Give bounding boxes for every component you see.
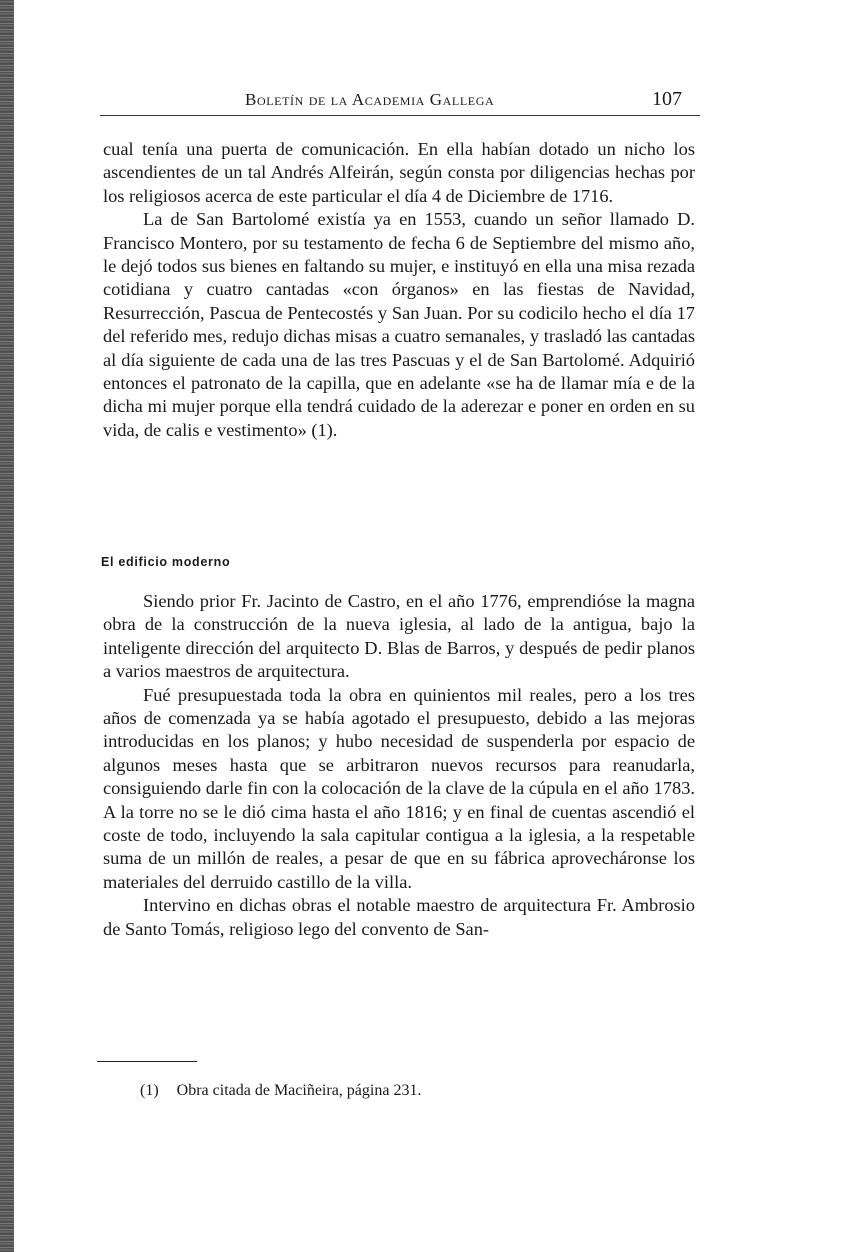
paragraph: Intervino en dichas obras el notable maestro de arquitectura Fr. Ambrosio de Santo Tomás, religioso lego del convento de San- (103, 895, 695, 939)
text-block-after-heading (103, 590, 695, 941)
footnote-marker: (1) (140, 1082, 159, 1099)
footnote-rule (97, 1061, 197, 1062)
running-title: Boletín de la Academia Gallega (245, 90, 495, 109)
page-number: 107 (652, 88, 682, 110)
header-rule (100, 115, 700, 116)
footnote (140, 1082, 421, 1100)
paragraph: Fué presupuestada toda la obra en quinientos mil reales, pero a los tres años de comenzada ya se había agotado el presupuesto, debido a las mejoras introducidas en los planos; y hubo necesidad de suspenderla por espacio de algunos meses hasta que se arbitraron nuevos recursos para reanudarla, consiguiendo darle fin con la colocación de la clave de la cúpula en el año 1783. A la torre no se le dió cima hasta el año 1816; y en final de cuentas ascendió el coste de todo, incluyendo la sala capitular contigua a la iglesia, a la respetable suma de un millón de reales, a pesar de que en su fábrica aprovecháronse los materiales del derruido castillo de la villa. (103, 684, 695, 892)
section-heading: El edificio moderno (101, 555, 231, 569)
text-block-before-heading (103, 138, 695, 442)
paragraph: Siendo prior Fr. Jacinto de Castro, en el año 1776, emprendióse la magna obra de la construcción de la nueva iglesia, al lado de la antigua, bajo la inteligente dirección del arquitecto D. Blas de Barros, y después de pedir planos a varios maestros de arquitectura. (103, 591, 695, 682)
paragraph: cual tenía una puerta de comunicación. En ella habían dotado un nicho los ascendientes de un tal Andrés Alfeirán, según consta por diligencias hechas por los religiosos acerca de este particular el día 4 de Diciembre de 1716. (103, 139, 695, 206)
footnote-text: Obra citada de Maciñeira, página 231. (176, 1082, 422, 1099)
page-header (100, 88, 700, 118)
scan-binding-edge (0, 0, 14, 1252)
paragraph: La de San Bartolomé existía ya en 1553, cuando un señor llamado D. Francisco Montero, por su testamento de fecha 6 de Septiembre del mismo año, le dejó todos sus bienes en faltando su mujer, e instituyó en ella una misa rezada cotidiana y cuatro cantadas «con órganos» en las fiestas de Navidad, Resurrección, Pascua de Pentecostés y San Juan. Por su codicilo hecho el día 17 del referido mes, redujo dichas misas a cuatro semanales, y trasladó las cantadas al día siguiente de cada una de las tres Pascuas y el de San Bartolomé. Adquirió entonces el patronato de la capilla, que en adelante «se ha de llamar mía e de la dicha mi mujer porque ella tendrá cuidado de la aderezar e poner en orden en su vida, de calis e vestimento» (1). (103, 209, 695, 440)
